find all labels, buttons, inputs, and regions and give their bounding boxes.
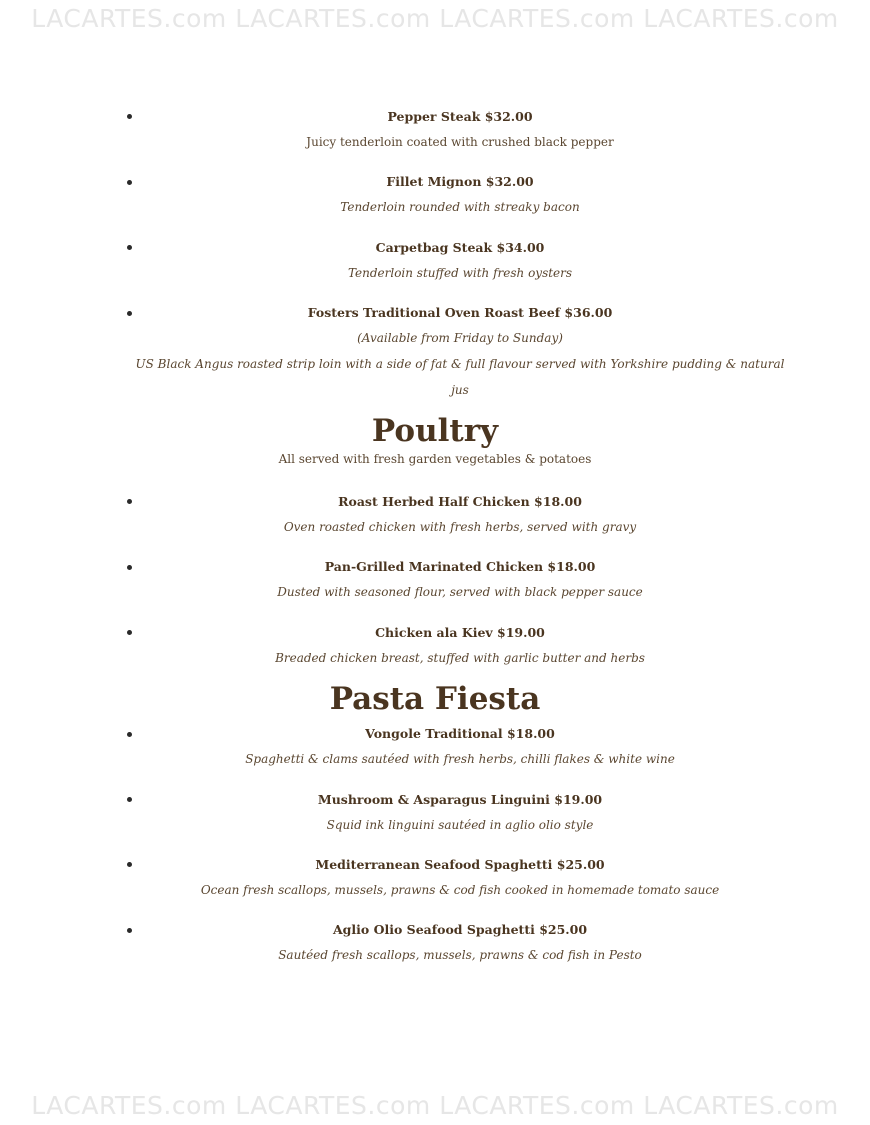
item-description: Tenderloin stuffed with fresh oysters: [347, 266, 573, 280]
item-title: Aglio Olio Seafood Spaghetti $25.00: [332, 922, 588, 937]
item-description: Juicy tenderloin coated with crushed black pepper: [306, 135, 614, 149]
item-title: Fosters Traditional Oven Roast Beef $36.00: [307, 305, 613, 320]
item-description: Squid ink linguini sautéed in aglio olio style: [326, 818, 594, 832]
item-title: Mediterranean Seafood Spaghetti $25.00: [315, 857, 605, 872]
item-availability-note: (Available from Friday to Sunday): [357, 331, 563, 345]
item-title: Carpetbag Steak $34.00: [375, 240, 545, 255]
item-title: Pan-Grilled Marinated Chicken $18.00: [324, 559, 596, 574]
item-description: Breaded chicken breast, stuffed with garlic butter and herbs: [275, 651, 645, 665]
item-description: Ocean fresh scallops, mussels, prawns & cod fish cooked in homemade tomato sauce: [200, 883, 720, 897]
watermark-top: LACARTES.com LACARTES.com LACARTES.com LACARTES.com: [31, 4, 839, 33]
item-description: Dusted with seasoned flour, served with black pepper sauce: [277, 585, 643, 599]
item-title: Fillet Mignon $32.00: [386, 174, 534, 189]
item-description: Tenderloin rounded with streaky bacon: [340, 200, 580, 214]
section-title-pasta: Pasta Fiesta: [329, 681, 541, 717]
item-description: Spaghetti & clams sautéed with fresh herbs, chilli flakes & white wine: [245, 752, 675, 766]
item-description-continued: jus: [451, 383, 469, 397]
item-title: Mushroom & Asparagus Linguini $19.00: [317, 792, 603, 807]
item-title: Roast Herbed Half Chicken $18.00: [338, 494, 582, 509]
item-title: Vongole Traditional $18.00: [365, 726, 555, 741]
item-title: Pepper Steak $32.00: [387, 109, 533, 124]
item-description: Sautéed fresh scallops, mussels, prawns & cod fish in Pesto: [278, 948, 642, 962]
item-description: US Black Angus roasted strip loin with a side of fat & full flavour served with Yorkshire pudding & natural: [135, 357, 785, 371]
item-description: Oven roasted chicken with fresh herbs, served with gravy: [283, 520, 637, 534]
watermark-bottom: LACARTES.com LACARTES.com LACARTES.com LACARTES.com: [31, 1091, 839, 1120]
section-subtitle-poultry: All served with fresh garden vegetables & potatoes: [278, 452, 592, 466]
section-title-poultry: Poultry: [371, 413, 499, 449]
item-title: Chicken ala Kiev $19.00: [375, 625, 545, 640]
